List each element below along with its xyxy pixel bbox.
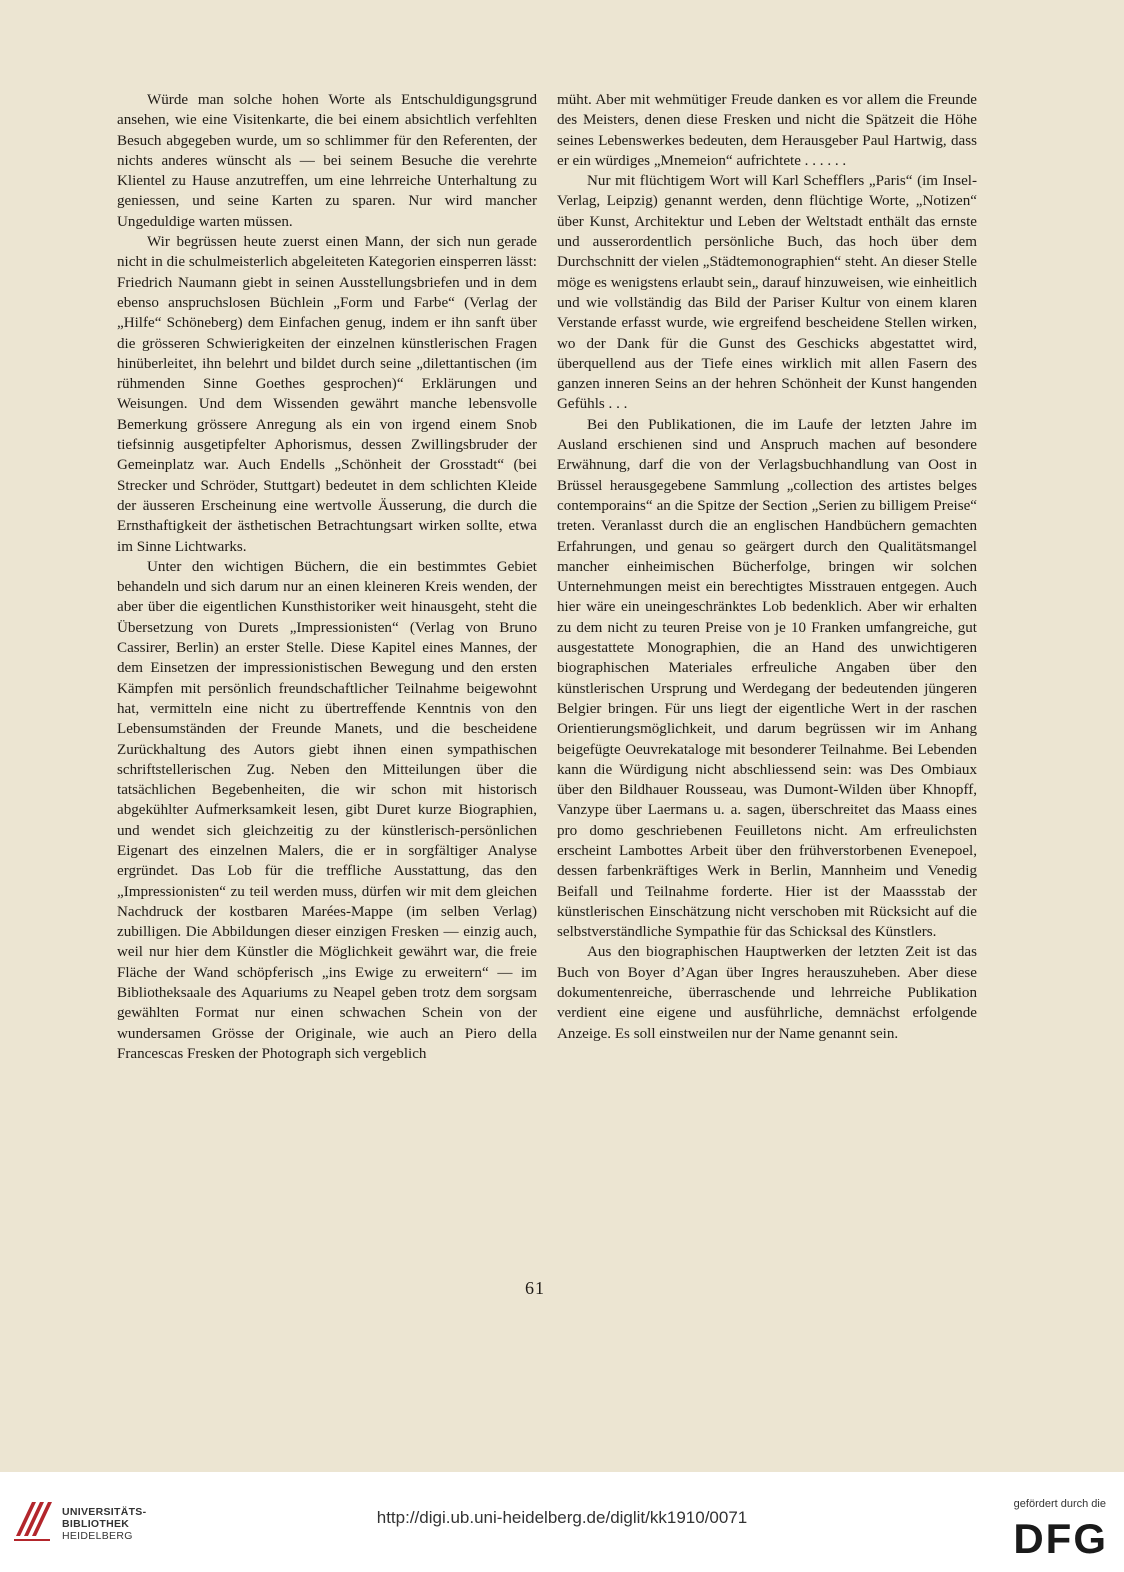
paragraph-7: Aus den biographischen Hauptwerken der letzten Zeit ist das Buch von Boyer d’Agan über Ingres herauszuheben. Aber diese dokumentenreiche, überraschende und lehrreiche Publikation verdient eine eigene und ausführliche, demnächst erfolgende Anzeige. Es soll einstweilen nur der Name genannt sein.: [557, 944, 977, 1042]
funding-label: gefördert durch die: [1013, 1498, 1106, 1510]
paragraph-2: Wir begrüssen heute zuerst einen Mann, der sich nun gerade nicht in die schulmeisterlich abgeleiteten Kategorien einsperren lässt: Friedrich Naumann giebt in seinen Ausstellungsbriefen und in dem ebenso anspruchslosen Büchlein „Form und Farbe“ (Verlag der „Hilfe“ Schöneberg) dem Einfachen genug, indem er ihn sanft über die grösseren Schwierigkeiten der einzelnen künstlerischen Fragen hinüberleitet, ihn belehrt und bildet durch seine „dilettantischen (im rühmenden Sinne Goethes gesprochen)“ Erklärungen und Weisungen. Und dem Wissenden gewährt manche lebensvolle Bemerkung grössere Anregung als ein von irgend einem Snob tiefsinnig ausgetipfelter Aphorismus, dessen Zwillingsbruder der Gemeinplatz war. Auch Endells „Schönheit der Grosstadt“ (bei Strecker und Schröder, Stuttgart) bedeutet in dem schlichten Kleide der äusseren Erscheinung eine wertvolle Äusserung, die durch die Ernsthaftigkeit der ästhetischen Betrachtungsart wirken sollte, etwa im Sinne Lichtwarks.: [117, 234, 537, 555]
left-text-column: [117, 90, 537, 1260]
paragraph-5: Nur mit flüchtigem Wort will Karl Schefflers „Paris“ (im Insel-Verlag, Leipzig) genannt werden, denn flüchtige Worte, „Notizen“ über Kunst, Architektur und Leben der Weltstadt enthält das ernste und ausserordentlich persönliche Buch, das hoch über dem Durchschnitt der vielen „Städtemonographien“ steht. An dieser Stelle möge es wenigstens erlaubt sein„ darauf hinzuweisen, wie einheitlich und wie vollständig das Bild der Pariser Kultur von einem klaren Verstande erfasst wurde, wie ergreifend bescheidene Stellen wirken, wo der Dank für die Gunst des Geschicks abgestattet wird, überquellend aus der Tiefe eines wirklich mit allen Fasern des ganzen inneren Seins an der hehren Schönheit der Kunst hangenden Gefühls . . .: [557, 173, 977, 413]
permalink-url[interactable]: http://digi.ub.uni-heidelberg.de/diglit/kk1910/0071: [376, 1508, 748, 1527]
page-number: 61: [525, 1278, 545, 1298]
paragraph-3: Unter den wichtigen Büchern, die ein bestimmtes Gebiet behandeln und sich darum nur an einen kleineren Kreis wenden, der aber über die eigentlichen Kunsthistoriker weit hinausgeht, steht die Übersetzung von Durets „Impressionisten“ (Verlag von Bruno Cassirer, Berlin) an erster Stelle. Diese Kapitel eines Mannes, der dem Einsetzen der impressionistischen Bewegung und den ersten Kämpfen mit persönlich freundschaftlicher Teilnahme beigewohnt hat, vermitteln eine nicht zu übertreffende Kenntnis von den Lebensumständen der Freunde Manets, und die bescheidene Zurückhaltung des Autors giebt ihnen einen sympathischen schriftstellerischen Zug. Neben den Mitteilungen über die tatsächlichen Begebenheiten, die wir schon mit historisch abgekühlter Aufmerksamkeit lesen, gibt Duret kurze Biographien, und wendet sich gleichzeitig zu der künstlerisch-persönlichen Eigenart des einzelnen Malers, die er in sorgfältiger Analyse ergründet. Das Lob für die treffliche Ausstattung, das den „Impressionisten“ zu teil werden muss, dürfen wir mit dem gleichen Nachdruck der kostbaren Marées-Mappe (im selben Verlag) zubilligen. Die Abbildungen dieser einzigen Fresken — einzig auch, weil nur hier dem Künstler die Möglichkeit gewährt war, die freie Fläche der Wand schöpferisch „ins Ewige zu erweitern“ — im Bibliotheksaale des Aquariums zu Neapel geben trotz dem sorgsam gewählten Format nur einen schwachen Schein von der wundersamen Grösse der Originale, wie auch an Piero della Francescas Fresken der Photograph sich vergeblich: [117, 558, 537, 1062]
paragraph-6: Bei den Publikationen, die im Laufe der letzten Jahre im Ausland erschienen sind und Anspruch machen auf besondere Erwähnung, darf die von der Verlagsbuchhandlung van Oost in Brüssel herausgegebene Sammlung „collection des artistes belges contemporains“ an die Spitze der Section „Serien zu billigem Preise“ treten. Veranlasst durch die an englischen Handbüchern gemachten Erfahrungen, und genau so geärgert durch den Qualitätsmangel mancher einheimischen Bücherfolge, bringen wir solchen Unternehmungen meist ein berechtigtes Misstrauen entgegen. Auch hier wäre ein uneingeschränktes Lob bedenklich. Aber wir erhalten zu dem nicht zu teuren Preise von je 10 Franken umfangreiche, gut ausgestattete Monographien, die an Hand des unwichtigeren biographischen Materiales erfreuliche Angaben über den künstlerischen Ursprung und Werdegang der bedeutenden jüngeren Belgier bringen. Für uns liegt der eigentliche Wert in der raschen Orientierungsmöglichkeit, und darum begrüssen wir im Anhang beigefügte Oeuvrekataloge mit besonderer Teilnahme. Bei Lebenden kann die Würdigung nicht abschliessend sein: was Des Ombiaux über den Bildhauer Rousseau, was Dumont-Wilden über Khnopff, Vanzype über Laermans u. a. sagen, überschreitet das Maass eines pro domo geschriebenen Feuilletons nicht. Am erfreulichsten erscheint Lambottes Arbeit über den frühverstorbenen Evenepoel, dessen farbenkräftiges Werk in Berlin, Mannheim und Venedig Beifall und Teilnahme forderte. Hier ist der Maassstab der künstlerischen Einschätzung nicht verschoben mit Rücksicht auf die selbstverständliche Sympathie für das Schicksal des Künstlers.: [557, 416, 977, 941]
right-text-column: [557, 90, 977, 1260]
library-name-line3: HEIDELBERG: [62, 1530, 133, 1542]
library-name-line2: BIBLIOTHEK: [62, 1518, 130, 1530]
paragraph-1: Würde man solche hohen Worte als Entschuldigungsgrund ansehen, wie eine Visitenkarte, die bei einem absichtlich verfehlten Besuch abgegeben wurde, um so schlimmer für den Referenten, der nichts anderes wünscht als — bei seinem Besuche die verehrte Klientel zu Hause anzutreffen, um eine lehrreiche Unterhaltung zu geniessen, und seine Karten zu sparen. Nur wird mancher Ungeduldige warten müssen.: [117, 92, 537, 230]
library-name-line1: UNIVERSITÄTS-: [62, 1506, 147, 1518]
paragraph-4: müht. Aber mit wehmütiger Freude danken es vor allem die Freunde des Meisters, denen diese Fresken und nicht die Spätzeit die Höhe seines Lebenswerkes bedeuten, dem Herausgeber Paul Hartwig, dass er ein würdiges „Mnemeion“ aufrichtete . . . . . .: [557, 92, 977, 169]
digitization-footer: [0, 1472, 1124, 1572]
dfg-logo[interactable]: DFG: [1013, 1515, 1108, 1562]
